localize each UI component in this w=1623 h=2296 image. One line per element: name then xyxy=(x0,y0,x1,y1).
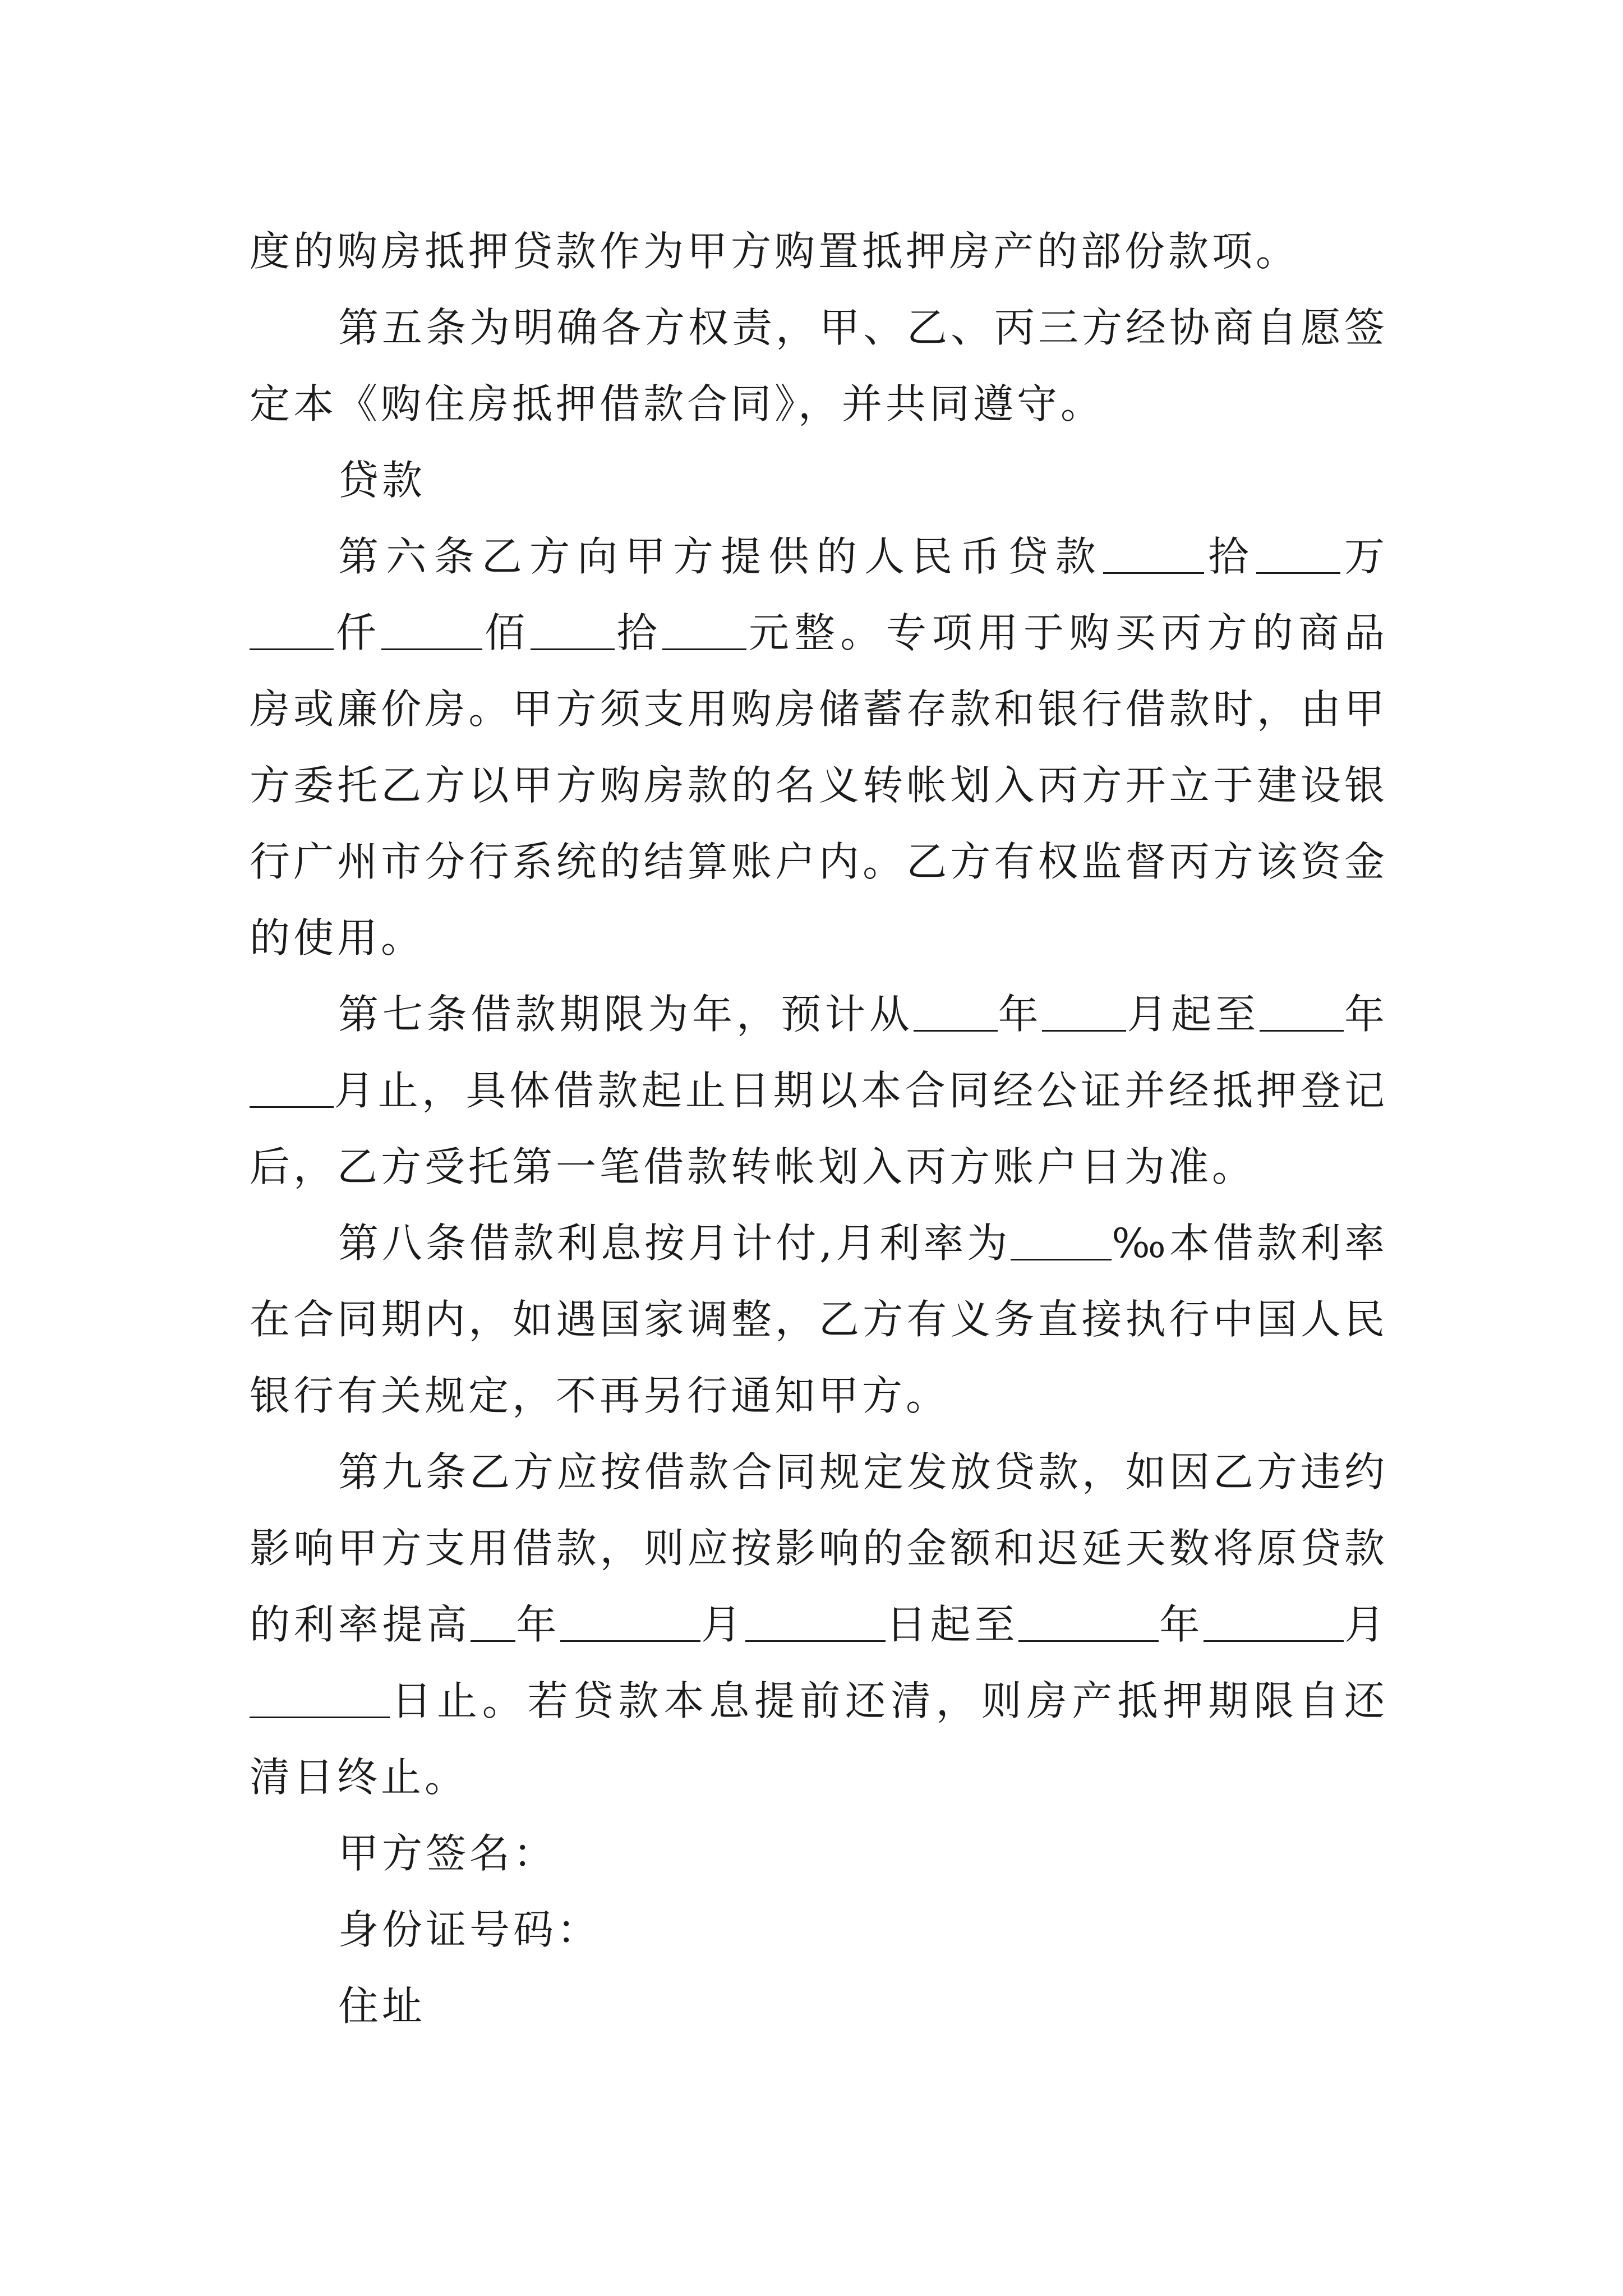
blank-field[interactable] xyxy=(745,1604,886,1642)
paragraph-article-7 xyxy=(250,976,1388,1205)
text-segment: 年 xyxy=(997,991,1043,1038)
text-segment: 月起至 xyxy=(1126,991,1260,1038)
text-segment: 拾 xyxy=(614,609,663,656)
text-segment: 日止。若贷款本息提前还清，则房产抵押期限自还清日终止。 xyxy=(250,1677,1388,1801)
text-segment: 第七条借款期限为年，预计从 xyxy=(338,991,914,1038)
text-segment: 第九条乙方应按借款合同规定发放贷款，如因乙方违约影响甲方支用借款，则应按影响的金额和迟延天数将原贷款的利率提高 xyxy=(250,1448,1389,1648)
paragraph-article-5: 第五条为明确各方权责，甲、乙、丙三方经协商自愿签定本《购住房抵押借款合同》，并共同遵守。 xyxy=(250,304,1389,427)
address-label: 住址 xyxy=(338,1982,426,2030)
blank-field[interactable] xyxy=(1103,536,1204,574)
paragraph-1: 度的购房抵押贷款作为甲方购置抵押房产的部份款项。 xyxy=(250,228,1300,275)
text-segment: 万 xyxy=(1340,533,1388,580)
text-segment: 年 xyxy=(1344,991,1388,1038)
text-segment: 第六条乙方向甲方提供的人民币贷款 xyxy=(338,533,1104,580)
text-segment: 佰 xyxy=(482,609,531,656)
blank-field[interactable] xyxy=(250,1681,390,1718)
text-segment: 月止，具体借款起止日期以本合同经公证并经抵押登记后，乙方受托第一笔借款转帐划入丙方账户日为准。 xyxy=(250,1067,1388,1190)
blank-field[interactable] xyxy=(471,1604,515,1642)
blank-field[interactable] xyxy=(662,613,746,650)
section-heading-loan: 贷款 xyxy=(338,457,426,504)
signature-party-a: 甲方签名： xyxy=(338,1830,557,1877)
blank-field[interactable] xyxy=(1011,1223,1112,1260)
blank-field[interactable] xyxy=(1256,536,1340,574)
text-segment: ‰本借款利率在合同期内，如遇国家调整，乙方有义务直接执行中国人民银行有关规定，不再另行通知甲方。 xyxy=(250,1220,1388,1419)
blank-field[interactable] xyxy=(381,613,482,650)
text-segment: 仟 xyxy=(334,609,382,656)
blank-field[interactable] xyxy=(560,1604,700,1642)
text-segment: 年 xyxy=(1159,1601,1204,1648)
id-number-label: 身份证号码： xyxy=(338,1906,601,1953)
blank-field[interactable] xyxy=(250,613,334,650)
blank-field[interactable] xyxy=(1204,1604,1344,1642)
document-page xyxy=(250,213,1388,2044)
text-segment: 月 xyxy=(700,1601,745,1648)
paragraph-article-8 xyxy=(250,1205,1388,1434)
text-segment: 元整。专项用于购买丙方的商品房或廉价房。甲方须支用购房储蓄存款和银行借款时，由甲方委托乙方以甲方购房款的名义转帐划入丙方开立于建设银行广州市分行系统的结算账户内。乙方有权监督丙方该资金的使用。 xyxy=(250,609,1388,961)
blank-field[interactable] xyxy=(1042,994,1126,1032)
paragraph-article-9 xyxy=(250,1434,1388,1815)
blank-field[interactable] xyxy=(914,994,998,1032)
text-segment: 拾 xyxy=(1204,533,1256,580)
blank-field[interactable] xyxy=(1260,994,1344,1032)
text-segment: 日起至 xyxy=(885,1601,1019,1648)
paragraph-article-6 xyxy=(250,518,1388,976)
text-segment: 年 xyxy=(515,1601,561,1648)
blank-field[interactable] xyxy=(1018,1604,1159,1642)
text-segment: 第八条借款利息按月计付,月利率为 xyxy=(338,1220,1011,1267)
text-segment: 月 xyxy=(1344,1601,1388,1648)
blank-field[interactable] xyxy=(250,1070,334,1108)
blank-field[interactable] xyxy=(531,613,615,650)
